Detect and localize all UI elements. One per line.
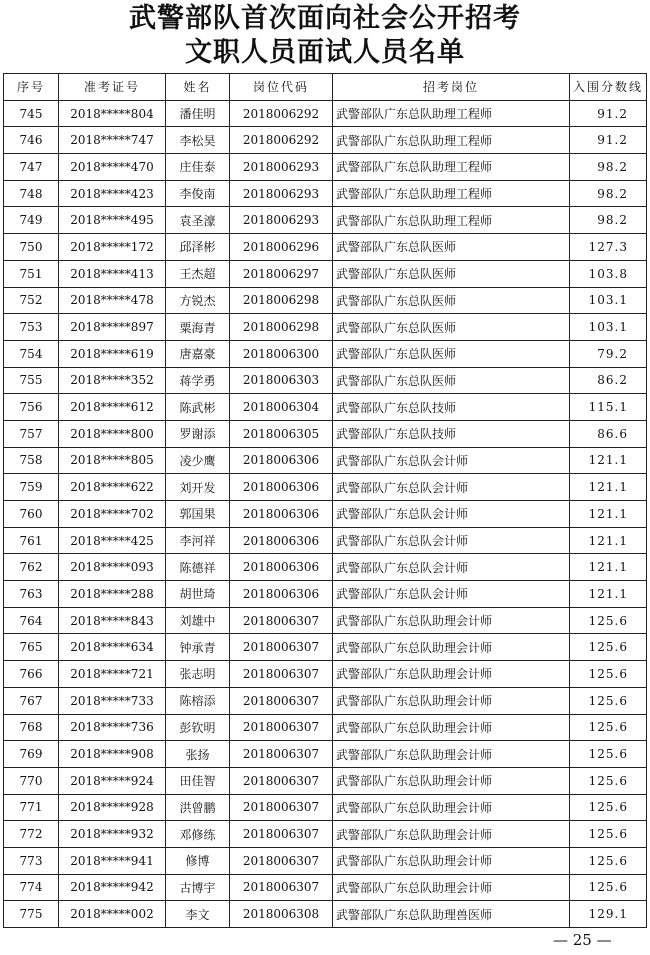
cell-seq: 752 bbox=[4, 287, 59, 314]
cell-score: 121.1 bbox=[570, 527, 647, 554]
cell-seq: 753 bbox=[4, 314, 59, 341]
cell-score: 125.6 bbox=[570, 661, 647, 688]
table-row bbox=[4, 741, 647, 768]
cell-seq: 760 bbox=[4, 501, 59, 528]
cell-seq: 770 bbox=[4, 767, 59, 794]
cell-name: 罗谢添 bbox=[166, 420, 230, 447]
cell-post-code: 2018006303 bbox=[230, 367, 333, 394]
cell-post: 武警部队广东总队助理会计师 bbox=[333, 714, 570, 741]
cell-seq: 769 bbox=[4, 741, 59, 768]
cell-post-code: 2018006293 bbox=[230, 207, 333, 234]
cell-seq: 763 bbox=[4, 581, 59, 608]
cell-exam-no: 2018*****736 bbox=[59, 714, 166, 741]
table-row bbox=[4, 207, 647, 234]
table-row bbox=[4, 634, 647, 661]
cell-exam-no: 2018*****928 bbox=[59, 794, 166, 821]
cell-name: 袁圣濠 bbox=[166, 207, 230, 234]
cell-seq: 774 bbox=[4, 874, 59, 901]
cell-post-code: 2018006307 bbox=[230, 634, 333, 661]
cell-post-code: 2018006306 bbox=[230, 527, 333, 554]
cell-post: 武警部队广东总队助理会计师 bbox=[333, 794, 570, 821]
cell-exam-no: 2018*****425 bbox=[59, 527, 166, 554]
table-header bbox=[4, 74, 647, 101]
cell-score: 125.6 bbox=[570, 634, 647, 661]
cell-post: 武警部队广东总队助理会计师 bbox=[333, 767, 570, 794]
cell-score: 121.1 bbox=[570, 554, 647, 581]
cell-post: 武警部队广东总队助理会计师 bbox=[333, 661, 570, 688]
cell-post-code: 2018006307 bbox=[230, 874, 333, 901]
cell-exam-no: 2018*****495 bbox=[59, 207, 166, 234]
cell-exam-no: 2018*****804 bbox=[59, 100, 166, 127]
cell-name: 方锐杰 bbox=[166, 287, 230, 314]
cell-exam-no: 2018*****932 bbox=[59, 821, 166, 848]
cell-score: 121.1 bbox=[570, 447, 647, 474]
cell-score: 125.6 bbox=[570, 687, 647, 714]
cell-name: 彭钦明 bbox=[166, 714, 230, 741]
header-post-code: 岗位代码 bbox=[230, 74, 333, 101]
cell-post: 武警部队广东总队医师 bbox=[333, 340, 570, 367]
cell-post: 武警部队广东总队技师 bbox=[333, 420, 570, 447]
cell-seq: 775 bbox=[4, 901, 59, 928]
cell-post: 武警部队广东总队医师 bbox=[333, 367, 570, 394]
cell-seq: 766 bbox=[4, 661, 59, 688]
cell-score: 79.2 bbox=[570, 340, 647, 367]
cell-name: 陈德祥 bbox=[166, 554, 230, 581]
table-row bbox=[4, 420, 647, 447]
cell-name: 李俊南 bbox=[166, 180, 230, 207]
table-row bbox=[4, 901, 647, 928]
cell-exam-no: 2018*****423 bbox=[59, 180, 166, 207]
cell-post-code: 2018006297 bbox=[230, 260, 333, 287]
interview-list-table bbox=[3, 73, 647, 928]
table-row bbox=[4, 367, 647, 394]
cell-seq: 765 bbox=[4, 634, 59, 661]
cell-post-code: 2018006307 bbox=[230, 847, 333, 874]
cell-post-code: 2018006306 bbox=[230, 501, 333, 528]
cell-exam-no: 2018*****413 bbox=[59, 260, 166, 287]
cell-post: 武警部队广东总队助理会计师 bbox=[333, 634, 570, 661]
cell-name: 修博 bbox=[166, 847, 230, 874]
table-row bbox=[4, 554, 647, 581]
cell-post: 武警部队广东总队医师 bbox=[333, 234, 570, 261]
cell-post: 武警部队广东总队助理会计师 bbox=[333, 607, 570, 634]
table-row bbox=[4, 154, 647, 181]
header-row bbox=[4, 74, 647, 101]
cell-name: 刘雄中 bbox=[166, 607, 230, 634]
table-row bbox=[4, 874, 647, 901]
cell-name: 刘开发 bbox=[166, 474, 230, 501]
table-row bbox=[4, 821, 647, 848]
cell-seq: 751 bbox=[4, 260, 59, 287]
header-name: 姓名 bbox=[166, 74, 230, 101]
cell-post-code: 2018006306 bbox=[230, 474, 333, 501]
cell-post: 武警部队广东总队助理兽医师 bbox=[333, 901, 570, 928]
cell-name: 胡世琦 bbox=[166, 581, 230, 608]
cell-exam-no: 2018*****634 bbox=[59, 634, 166, 661]
cell-name: 庄佳泰 bbox=[166, 154, 230, 181]
cell-seq: 755 bbox=[4, 367, 59, 394]
table-row bbox=[4, 314, 647, 341]
cell-name: 陈武彬 bbox=[166, 394, 230, 421]
cell-post-code: 2018006298 bbox=[230, 314, 333, 341]
table-row bbox=[4, 607, 647, 634]
header-exam-no: 准考证号 bbox=[59, 74, 166, 101]
cell-post: 武警部队广东总队医师 bbox=[333, 260, 570, 287]
cell-post: 武警部队广东总队医师 bbox=[333, 314, 570, 341]
cell-score: 98.2 bbox=[570, 154, 647, 181]
cell-exam-no: 2018*****478 bbox=[59, 287, 166, 314]
cell-seq: 772 bbox=[4, 821, 59, 848]
page-number: — 25 — bbox=[553, 931, 612, 949]
cell-score: 86.6 bbox=[570, 420, 647, 447]
cell-post: 武警部队广东总队助理工程师 bbox=[333, 154, 570, 181]
cell-post-code: 2018006307 bbox=[230, 714, 333, 741]
cell-score: 103.1 bbox=[570, 314, 647, 341]
cell-name: 粟海青 bbox=[166, 314, 230, 341]
cell-exam-no: 2018*****843 bbox=[59, 607, 166, 634]
cell-exam-no: 2018*****924 bbox=[59, 767, 166, 794]
table-row bbox=[4, 340, 647, 367]
table-row bbox=[4, 234, 647, 261]
cell-post-code: 2018006300 bbox=[230, 340, 333, 367]
cell-exam-no: 2018*****721 bbox=[59, 661, 166, 688]
cell-seq: 762 bbox=[4, 554, 59, 581]
cell-post-code: 2018006306 bbox=[230, 581, 333, 608]
cell-post: 武警部队广东总队会计师 bbox=[333, 554, 570, 581]
cell-post-code: 2018006292 bbox=[230, 100, 333, 127]
cell-score: 121.1 bbox=[570, 474, 647, 501]
cell-score: 125.6 bbox=[570, 714, 647, 741]
cell-seq: 757 bbox=[4, 420, 59, 447]
cell-exam-no: 2018*****908 bbox=[59, 741, 166, 768]
cell-seq: 747 bbox=[4, 154, 59, 181]
cell-post-code: 2018006307 bbox=[230, 794, 333, 821]
cell-name: 王杰超 bbox=[166, 260, 230, 287]
cell-post-code: 2018006293 bbox=[230, 180, 333, 207]
cell-post-code: 2018006307 bbox=[230, 741, 333, 768]
cell-post-code: 2018006307 bbox=[230, 767, 333, 794]
table-row bbox=[4, 474, 647, 501]
cell-score: 91.2 bbox=[570, 127, 647, 154]
cell-score: 86.2 bbox=[570, 367, 647, 394]
table-row bbox=[4, 794, 647, 821]
cell-name: 蒋学勇 bbox=[166, 367, 230, 394]
cell-score: 103.1 bbox=[570, 287, 647, 314]
table-row bbox=[4, 714, 647, 741]
document-title: 武警部队首次面向社会公开招考 bbox=[129, 3, 521, 34]
cell-name: 凌少鹰 bbox=[166, 447, 230, 474]
header-score: 入围分数线 bbox=[570, 74, 647, 101]
cell-post-code: 2018006292 bbox=[230, 127, 333, 154]
cell-score: 125.6 bbox=[570, 767, 647, 794]
cell-exam-no: 2018*****897 bbox=[59, 314, 166, 341]
cell-post: 武警部队广东总队助理会计师 bbox=[333, 874, 570, 901]
cell-exam-no: 2018*****619 bbox=[59, 340, 166, 367]
cell-score: 125.6 bbox=[570, 874, 647, 901]
table-row bbox=[4, 581, 647, 608]
cell-name: 洪曾鹏 bbox=[166, 794, 230, 821]
cell-post-code: 2018006308 bbox=[230, 901, 333, 928]
cell-seq: 767 bbox=[4, 687, 59, 714]
cell-seq: 758 bbox=[4, 447, 59, 474]
cell-score: 125.6 bbox=[570, 847, 647, 874]
cell-exam-no: 2018*****172 bbox=[59, 234, 166, 261]
header-seq: 序号 bbox=[4, 74, 59, 101]
cell-seq: 768 bbox=[4, 714, 59, 741]
cell-seq: 756 bbox=[4, 394, 59, 421]
cell-name: 邱泽彬 bbox=[166, 234, 230, 261]
cell-name: 古博宇 bbox=[166, 874, 230, 901]
cell-post: 武警部队广东总队助理会计师 bbox=[333, 741, 570, 768]
cell-name: 唐嘉豪 bbox=[166, 340, 230, 367]
cell-score: 98.2 bbox=[570, 180, 647, 207]
cell-name: 陈榕添 bbox=[166, 687, 230, 714]
cell-exam-no: 2018*****622 bbox=[59, 474, 166, 501]
cell-post-code: 2018006293 bbox=[230, 154, 333, 181]
table-row bbox=[4, 260, 647, 287]
cell-post-code: 2018006298 bbox=[230, 287, 333, 314]
cell-post: 武警部队广东总队助理工程师 bbox=[333, 207, 570, 234]
cell-seq: 750 bbox=[4, 234, 59, 261]
table-row bbox=[4, 767, 647, 794]
cell-score: 125.6 bbox=[570, 794, 647, 821]
table-row bbox=[4, 447, 647, 474]
cell-score: 115.1 bbox=[570, 394, 647, 421]
document-subtitle: 文职人员面试人员名单 bbox=[185, 37, 465, 68]
table-row bbox=[4, 501, 647, 528]
cell-seq: 749 bbox=[4, 207, 59, 234]
cell-seq: 771 bbox=[4, 794, 59, 821]
cell-post-code: 2018006307 bbox=[230, 607, 333, 634]
cell-post: 武警部队广东总队助理会计师 bbox=[333, 821, 570, 848]
cell-score: 91.2 bbox=[570, 100, 647, 127]
cell-exam-no: 2018*****352 bbox=[59, 367, 166, 394]
cell-score: 125.6 bbox=[570, 741, 647, 768]
cell-score: 129.1 bbox=[570, 901, 647, 928]
cell-post-code: 2018006307 bbox=[230, 821, 333, 848]
cell-post: 武警部队广东总队医师 bbox=[333, 287, 570, 314]
cell-score: 121.1 bbox=[570, 501, 647, 528]
cell-post-code: 2018006307 bbox=[230, 661, 333, 688]
cell-name: 邓修练 bbox=[166, 821, 230, 848]
cell-post: 武警部队广东总队助理工程师 bbox=[333, 127, 570, 154]
cell-post-code: 2018006304 bbox=[230, 394, 333, 421]
table-row bbox=[4, 127, 647, 154]
cell-post: 武警部队广东总队助理工程师 bbox=[333, 180, 570, 207]
cell-post: 武警部队广东总队会计师 bbox=[333, 474, 570, 501]
cell-post: 武警部队广东总队会计师 bbox=[333, 581, 570, 608]
table-row bbox=[4, 661, 647, 688]
cell-exam-no: 2018*****942 bbox=[59, 874, 166, 901]
cell-exam-no: 2018*****733 bbox=[59, 687, 166, 714]
cell-name: 郭国果 bbox=[166, 501, 230, 528]
cell-exam-no: 2018*****470 bbox=[59, 154, 166, 181]
table-row bbox=[4, 847, 647, 874]
cell-name: 李文 bbox=[166, 901, 230, 928]
table-body bbox=[4, 100, 647, 927]
table-row bbox=[4, 180, 647, 207]
cell-seq: 748 bbox=[4, 180, 59, 207]
cell-exam-no: 2018*****288 bbox=[59, 581, 166, 608]
cell-post: 武警部队广东总队会计师 bbox=[333, 501, 570, 528]
table-row bbox=[4, 287, 647, 314]
cell-name: 潘佳明 bbox=[166, 100, 230, 127]
cell-post: 武警部队广东总队会计师 bbox=[333, 447, 570, 474]
cell-seq: 759 bbox=[4, 474, 59, 501]
cell-seq: 764 bbox=[4, 607, 59, 634]
cell-post-code: 2018006306 bbox=[230, 447, 333, 474]
cell-score: 125.6 bbox=[570, 607, 647, 634]
cell-post: 武警部队广东总队助理会计师 bbox=[333, 847, 570, 874]
cell-exam-no: 2018*****805 bbox=[59, 447, 166, 474]
cell-name: 李松昊 bbox=[166, 127, 230, 154]
cell-seq: 746 bbox=[4, 127, 59, 154]
cell-exam-no: 2018*****941 bbox=[59, 847, 166, 874]
cell-seq: 745 bbox=[4, 100, 59, 127]
cell-post-code: 2018006305 bbox=[230, 420, 333, 447]
header-post: 招考岗位 bbox=[333, 74, 570, 101]
cell-score: 127.3 bbox=[570, 234, 647, 261]
cell-seq: 773 bbox=[4, 847, 59, 874]
table-row bbox=[4, 687, 647, 714]
cell-post: 武警部队广东总队技师 bbox=[333, 394, 570, 421]
cell-seq: 754 bbox=[4, 340, 59, 367]
cell-exam-no: 2018*****002 bbox=[59, 901, 166, 928]
cell-post: 武警部队广东总队助理会计师 bbox=[333, 687, 570, 714]
table-row bbox=[4, 100, 647, 127]
cell-score: 98.2 bbox=[570, 207, 647, 234]
cell-name: 张志明 bbox=[166, 661, 230, 688]
cell-post: 武警部队广东总队助理工程师 bbox=[333, 100, 570, 127]
cell-exam-no: 2018*****612 bbox=[59, 394, 166, 421]
cell-score: 121.1 bbox=[570, 581, 647, 608]
cell-exam-no: 2018*****093 bbox=[59, 554, 166, 581]
cell-exam-no: 2018*****747 bbox=[59, 127, 166, 154]
cell-post-code: 2018006296 bbox=[230, 234, 333, 261]
cell-name: 钟承青 bbox=[166, 634, 230, 661]
table-row bbox=[4, 394, 647, 421]
cell-name: 李河祥 bbox=[166, 527, 230, 554]
cell-score: 103.8 bbox=[570, 260, 647, 287]
cell-exam-no: 2018*****800 bbox=[59, 420, 166, 447]
table-row bbox=[4, 527, 647, 554]
cell-post: 武警部队广东总队会计师 bbox=[333, 527, 570, 554]
cell-post-code: 2018006306 bbox=[230, 554, 333, 581]
cell-name: 张扬 bbox=[166, 741, 230, 768]
cell-name: 田佳智 bbox=[166, 767, 230, 794]
cell-score: 125.6 bbox=[570, 821, 647, 848]
cell-seq: 761 bbox=[4, 527, 59, 554]
cell-post-code: 2018006307 bbox=[230, 687, 333, 714]
cell-exam-no: 2018*****702 bbox=[59, 501, 166, 528]
